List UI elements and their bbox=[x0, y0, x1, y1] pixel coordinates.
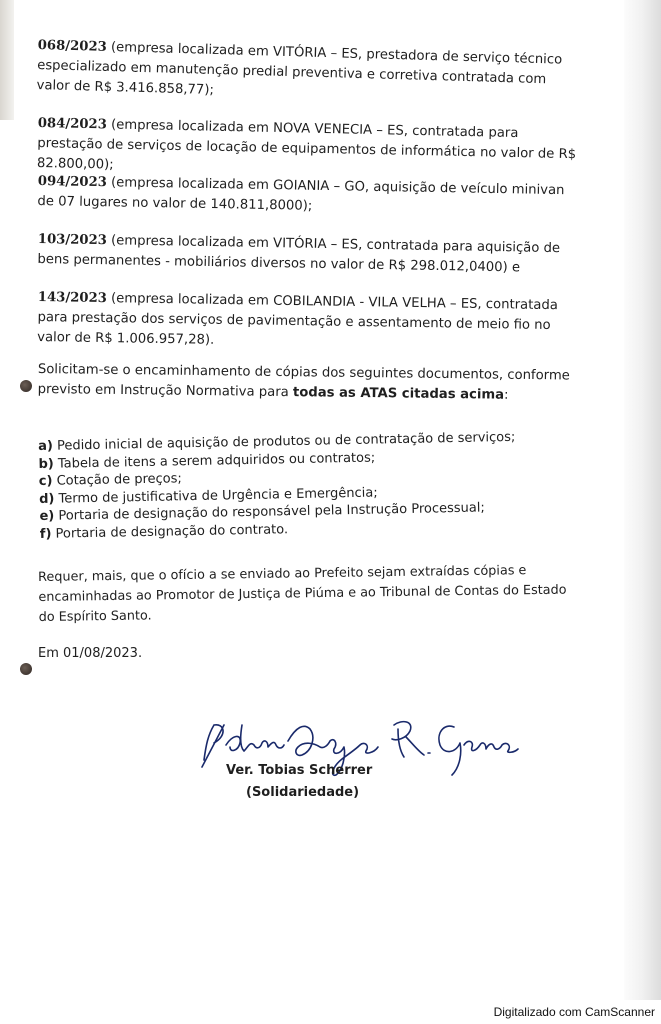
request-end: : bbox=[503, 387, 509, 403]
list-item-key: d) bbox=[39, 491, 55, 507]
request-paragraph bbox=[38, 360, 578, 407]
atas-item-068 bbox=[36, 36, 577, 111]
list-item-text: Tabela de itens a serem adquiridos ou contratos; bbox=[53, 450, 376, 472]
request-emphasis: todas as ATAS citadas acima bbox=[292, 385, 505, 403]
margin-bullet-mark bbox=[20, 380, 32, 392]
list-item-text: Termo de justificativa de Urgência e Emergência; bbox=[54, 484, 378, 507]
document-paper bbox=[14, 0, 624, 1000]
closing-paragraph: Requer, mais, que o ofício a se enviado ao Prefeito sejam extraídas cópias e encaminhadas ao Promotor de Justiça de Piúma e ao Tribunal de Contas do Estado do Espírito Santo. bbox=[38, 563, 567, 625]
ata-number: 084/2023 bbox=[37, 115, 108, 133]
signer-party: (Solidariedade) bbox=[246, 785, 360, 800]
list-item-key: c) bbox=[38, 473, 53, 489]
ata-number: 143/2023 bbox=[37, 289, 108, 307]
list-item-text: Pedido inicial de aquisição de produtos ou de contratação de serviços; bbox=[52, 429, 516, 454]
signer-name: Ver. Tobias Scherrer bbox=[226, 763, 373, 778]
atas-item-143 bbox=[37, 288, 578, 356]
ata-description: (empresa localizada em NOVA VENECIA – ES, contratada para prestação de serviços de locação de equipamentos de informática no valor de R$ 82.800,00); bbox=[36, 117, 577, 173]
list-item-key: b) bbox=[38, 456, 54, 472]
page-edge-left bbox=[0, 0, 14, 120]
required-documents-list bbox=[38, 428, 560, 543]
signer-block bbox=[226, 760, 372, 804]
ata-number: 094/2023 bbox=[37, 173, 108, 191]
list-item-key: a) bbox=[38, 438, 54, 454]
atas-item-094 bbox=[37, 172, 578, 221]
ata-number: 103/2023 bbox=[37, 231, 108, 249]
list-item-key: e) bbox=[39, 508, 55, 524]
ata-description: (empresa localizada em VITÓRIA – ES, prestadora de serviço técnico especializado em manutenção predial preventiva e corretiva contratada com valor de R$ 3.416.858,77); bbox=[36, 39, 563, 98]
page-edge-right bbox=[619, 0, 661, 1000]
request-intro: Solicitam-se o encaminhamento de cópias dos seguintes documentos, conforme previsto em Instrução Normativa para bbox=[37, 361, 570, 401]
list-item-text: Cotação de preços; bbox=[52, 471, 182, 489]
ata-number: 068/2023 bbox=[37, 37, 107, 55]
list-item-text: Portaria de designação do contrato. bbox=[51, 521, 289, 542]
list-item-text: Portaria de designação do responsável pela Instrução Processual; bbox=[54, 500, 485, 524]
list-item-key: f) bbox=[39, 526, 52, 542]
ata-description: (empresa localizada em GOIANIA – GO, aquisição de veículo minivan de 07 lugares no valor de 140.811,8000); bbox=[37, 175, 565, 214]
atas-item-103 bbox=[37, 230, 578, 279]
ata-description: (empresa localizada em VITÓRIA – ES, contratada para aquisição de bens permanentes - mobiliários diversos no valor de R$ 298.012,0400) e bbox=[37, 233, 561, 276]
document-date: Em 01/08/2023. bbox=[38, 646, 143, 661]
margin-bullet-mark bbox=[20, 663, 32, 675]
ata-description: (empresa localizada em COBILANDIA - VILA VELHA – ES, contratada para prestação dos serviços de pavimentação e assentamento de meio fio no valor de R$ 1.006.957,28). bbox=[37, 291, 559, 348]
scanner-watermark: Digitalizado com CamScanner bbox=[493, 1005, 655, 1019]
